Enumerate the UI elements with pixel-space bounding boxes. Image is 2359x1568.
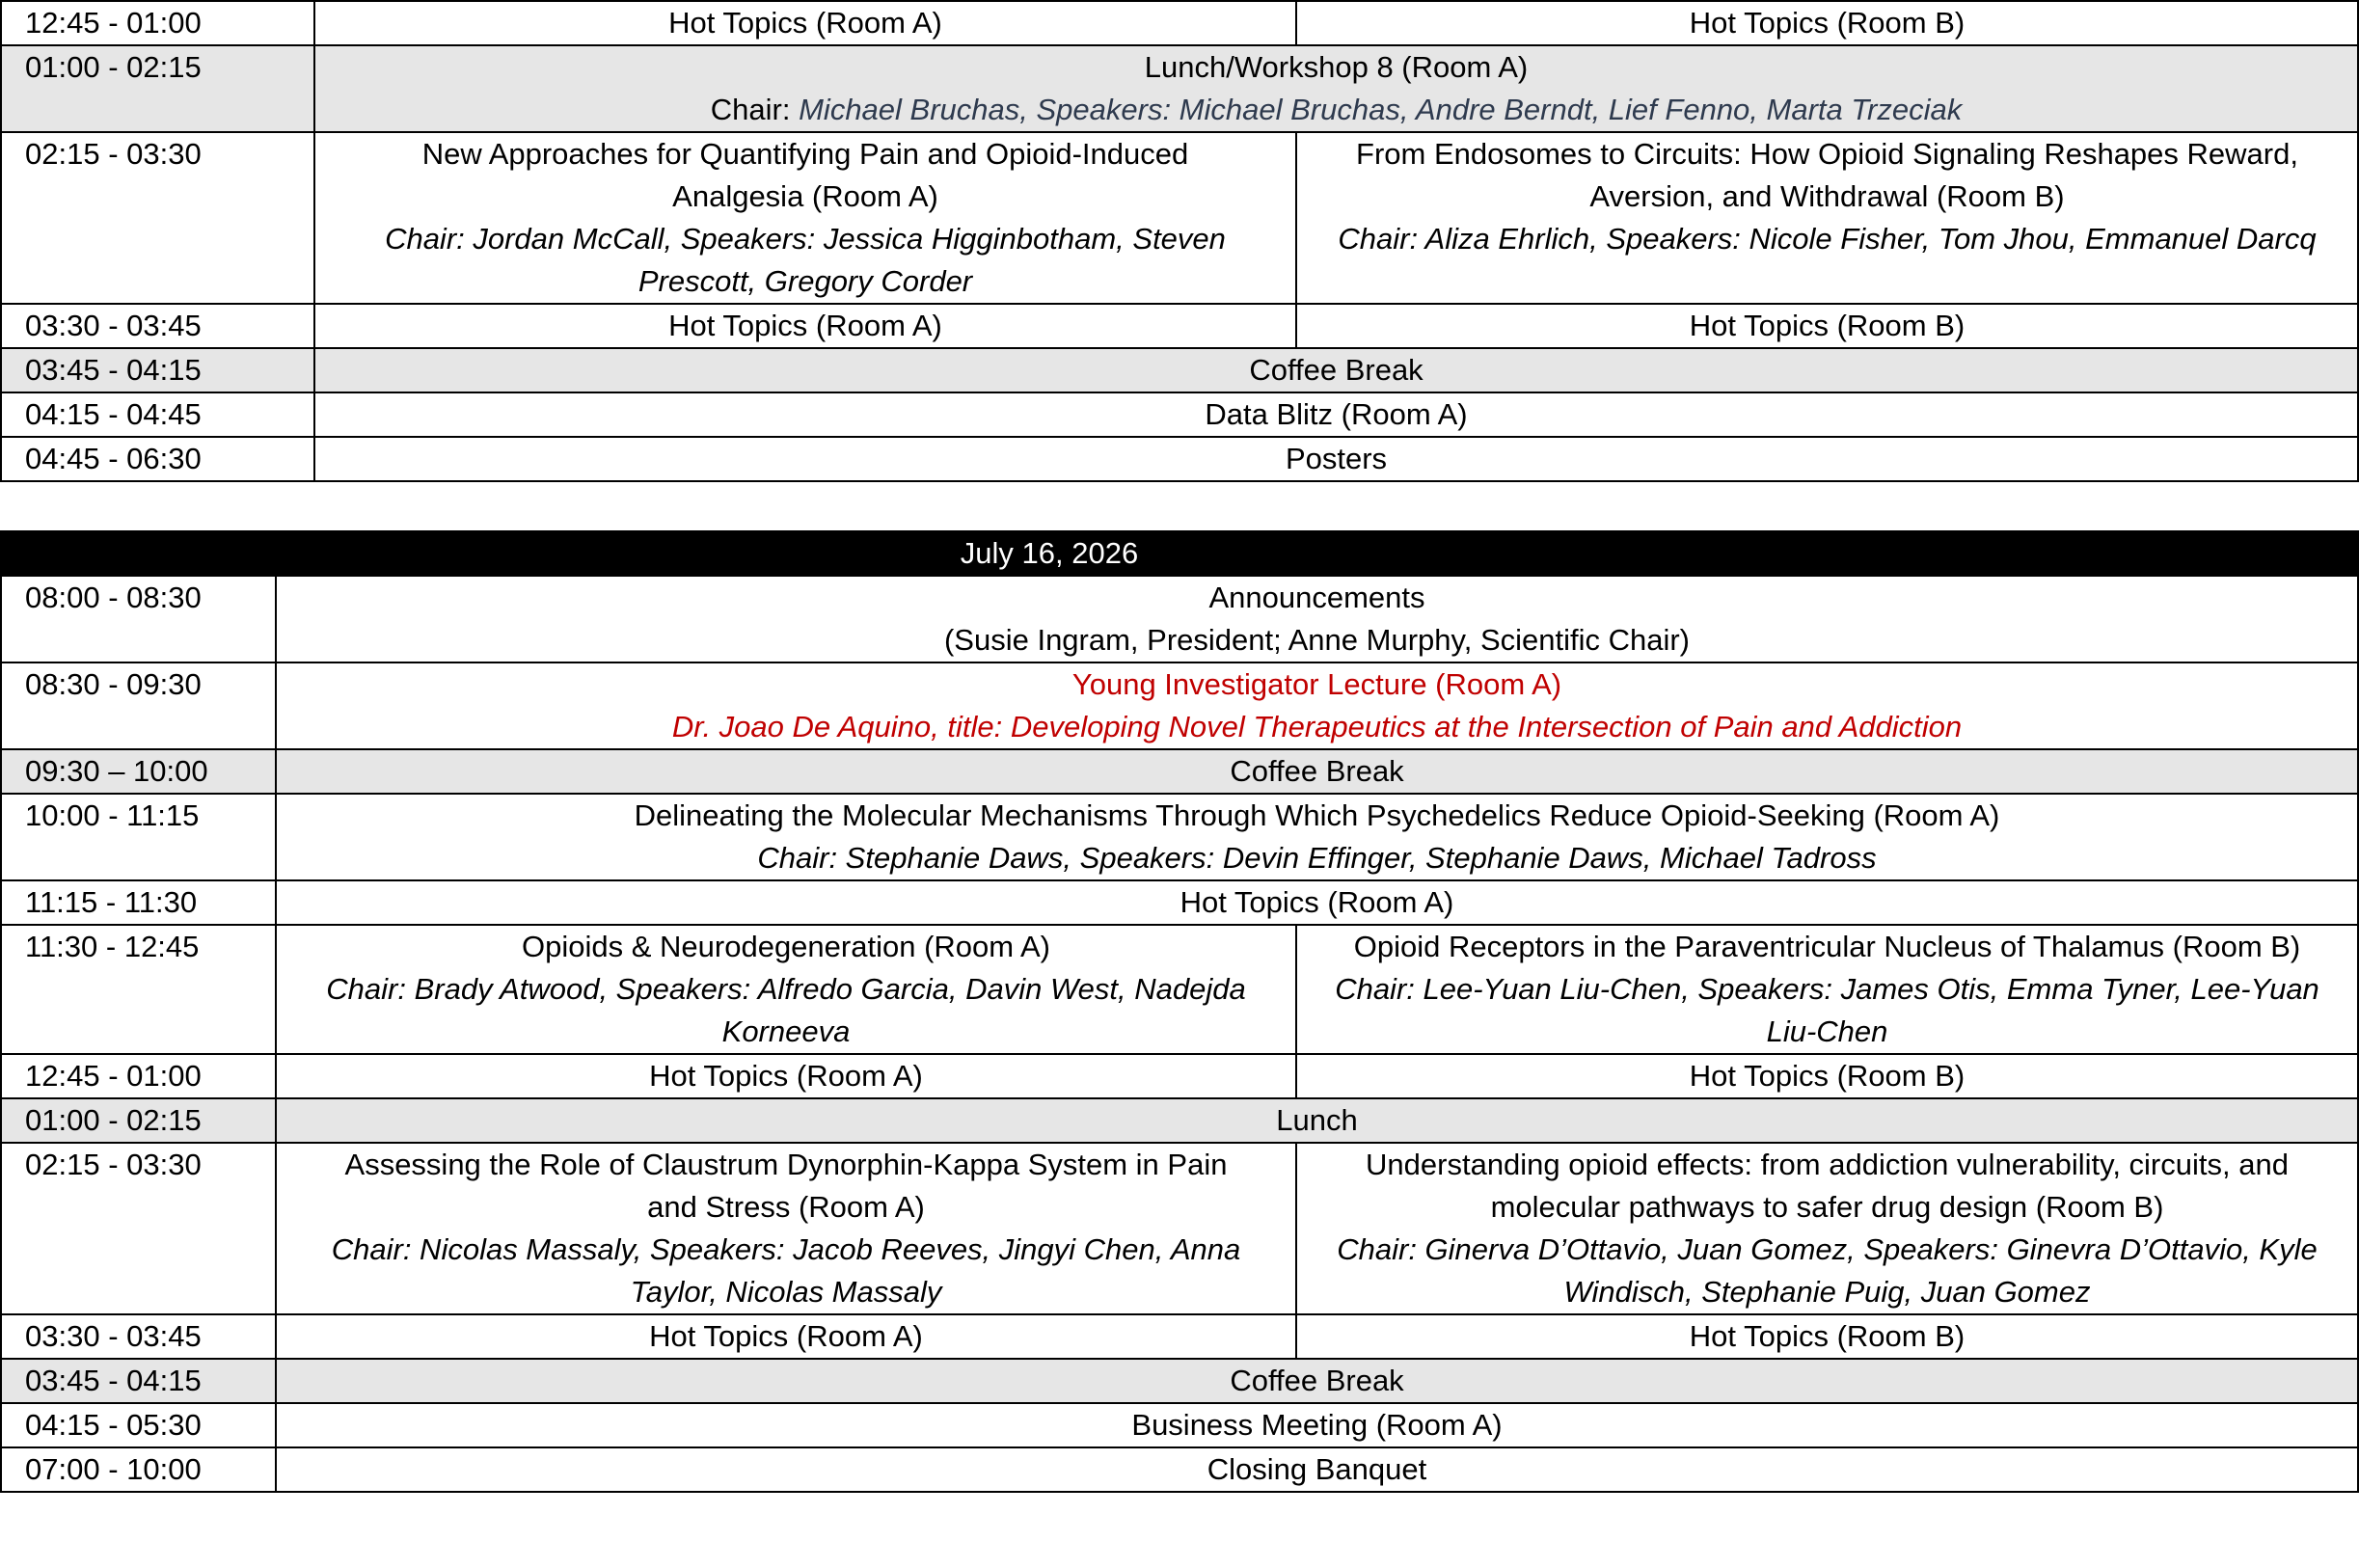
session-full: Lunch: [276, 1098, 2358, 1143]
session-chair: Liu-Chen: [1766, 1014, 1888, 1048]
schedule-row: [1, 1314, 2358, 1359]
session-title: Analgesia (Room A): [672, 179, 938, 213]
schedule-row: [1, 1, 2358, 45]
session-chair: Windisch, Stephanie Puig, Juan Gomez: [1563, 1275, 2091, 1309]
session-full: [276, 662, 2358, 749]
session-room-b: Hot Topics (Room B): [1296, 1054, 2358, 1098]
schedule-row: [1, 576, 2358, 662]
schedule-table-day2: [0, 530, 2359, 1493]
session-full: [276, 794, 2358, 880]
session-chair: Taylor, Nicolas Massaly: [630, 1275, 942, 1309]
time-cell: 08:30 - 09:30: [1, 662, 276, 749]
session-title: Understanding opioid effects: from addiction vulnerability, circuits, and: [1366, 1148, 2289, 1181]
session-room-b: Hot Topics (Room B): [1296, 1, 2358, 45]
session-title: and Stress (Room A): [647, 1190, 925, 1224]
schedule-row: [1, 437, 2358, 481]
session-title: Lunch/Workshop 8 (Room A): [1144, 50, 1529, 84]
schedule-row: [1, 1098, 2358, 1143]
session-title: Delineating the Molecular Mechanisms Through Which Psychedelics Reduce Opioid-Seeking (Room A): [634, 798, 2000, 832]
session-full: [276, 576, 2358, 662]
chair-label: Chair:: [710, 93, 791, 126]
time-cell: 12:45 - 01:00: [1, 1, 314, 45]
time-cell: 03:45 - 04:15: [1, 1359, 276, 1403]
time-cell: 08:00 - 08:30: [1, 576, 276, 662]
schedule-row: [1, 348, 2358, 392]
session-title: From Endosomes to Circuits: How Opioid Signaling Reshapes Reward,: [1356, 137, 2298, 171]
schedule-row: [1, 880, 2358, 925]
schedule-row: [1, 1403, 2358, 1447]
session-full: Coffee Break: [276, 1359, 2358, 1403]
time-cell: 03:30 - 03:45: [1, 1314, 276, 1359]
session-full: Coffee Break: [314, 348, 2358, 392]
session-full: Hot Topics (Room A): [276, 880, 2358, 925]
session-room-a: Hot Topics (Room A): [276, 1314, 1296, 1359]
session-title: New Approaches for Quantifying Pain and Opioid-Induced: [421, 137, 1189, 171]
time-cell: 11:30 - 12:45: [1, 925, 276, 1054]
time-cell: 12:45 - 01:00: [1, 1054, 276, 1098]
session-room-a: [314, 132, 1296, 304]
session-chair: Chair: Aliza Ehrlich, Speakers: Nicole Fisher, Tom Jhou, Emmanuel Darcq: [1338, 222, 2317, 256]
day-date-header: [1, 531, 2358, 576]
session-subtitle: (Susie Ingram, President; Anne Murphy, Scientific Chair): [943, 623, 1691, 657]
session-room-a: Hot Topics (Room A): [314, 304, 1296, 348]
time-cell: 02:15 - 03:30: [1, 1143, 276, 1314]
schedule-row: [1, 1447, 2358, 1492]
chair-names: Michael Bruchas, Speakers: Michael Bruchas, Andre Berndt, Lief Fenno, Marta Trzeciak: [799, 93, 1963, 126]
time-cell: 11:15 - 11:30: [1, 880, 276, 925]
session-title: Announcements: [1208, 581, 1425, 614]
session-full: Posters: [314, 437, 2358, 481]
session-full: Data Blitz (Room A): [314, 392, 2358, 437]
session-chair: Chair: Nicolas Massaly, Speakers: Jacob Reeves, Jingyi Chen, Anna: [331, 1232, 1241, 1266]
session-room-a: [276, 925, 1296, 1054]
time-cell: 04:15 - 04:45: [1, 392, 314, 437]
time-cell: 01:00 - 02:15: [1, 1098, 276, 1143]
session-title: molecular pathways to safer drug design (Room B): [1490, 1190, 2164, 1224]
time-cell: 03:30 - 03:45: [1, 304, 314, 348]
day-header-row: [1, 531, 2358, 576]
session-full: [314, 45, 2358, 132]
session-title: Opioid Receptors in the Paraventricular Nucleus of Thalamus (Room B): [1353, 930, 2301, 963]
schedule-row: [1, 794, 2358, 880]
session-full: Closing Banquet: [276, 1447, 2358, 1492]
session-room-b: [1296, 1143, 2358, 1314]
schedule-row: [1, 662, 2358, 749]
schedule-row: [1, 392, 2358, 437]
time-cell: 09:30 – 10:00: [1, 749, 276, 794]
schedule-table-day1: [0, 0, 2359, 482]
schedule-row: [1, 45, 2358, 132]
session-room-a: Hot Topics (Room A): [314, 1, 1296, 45]
schedule-row: [1, 749, 2358, 794]
session-chair: Korneeva: [721, 1014, 851, 1048]
day-date: July 16, 2026: [960, 536, 1139, 570]
session-chair: Chair: Ginerva D’Ottavio, Juan Gomez, Speakers: Ginevra D’Ottavio, Kyle: [1337, 1232, 2318, 1266]
session-title: Aversion, and Withdrawal (Room B): [1589, 179, 2065, 213]
session-chair: Prescott, Gregory Corder: [637, 264, 973, 298]
session-title: Assessing the Role of Claustrum Dynorphin-Kappa System in Pain: [344, 1148, 1228, 1181]
schedule-row: [1, 1054, 2358, 1098]
session-room-b: [1296, 925, 2358, 1054]
session-chair: Chair: Jordan McCall, Speakers: Jessica Higginbotham, Steven: [385, 222, 1226, 256]
session-room-b: [1296, 132, 2358, 304]
lecture-title: Young Investigator Lecture (Room A): [1071, 667, 1562, 701]
session-full: Coffee Break: [276, 749, 2358, 794]
session-room-a: Hot Topics (Room A): [276, 1054, 1296, 1098]
session-room-b: Hot Topics (Room B): [1296, 1314, 2358, 1359]
schedule-row: [1, 132, 2358, 304]
session-chair: [323, 89, 2349, 131]
lecture-speaker: Dr. Joao De Aquino, title: Developing Novel Therapeutics at the Intersection of Pain and Addiction: [671, 710, 1963, 743]
time-cell: 01:00 - 02:15: [1, 45, 314, 132]
session-title: Opioids & Neurodegeneration (Room A): [522, 930, 1050, 963]
schedule-row: [1, 1143, 2358, 1314]
time-cell: 07:00 - 10:00: [1, 1447, 276, 1492]
schedule-row: [1, 925, 2358, 1054]
schedule-row: [1, 304, 2358, 348]
session-full: Business Meeting (Room A): [276, 1403, 2358, 1447]
schedule-row: [1, 1359, 2358, 1403]
time-cell: 10:00 - 11:15: [1, 794, 276, 880]
session-room-a: [276, 1143, 1296, 1314]
time-cell: 04:45 - 06:30: [1, 437, 314, 481]
time-cell: 04:15 - 05:30: [1, 1403, 276, 1447]
session-chair: Chair: Stephanie Daws, Speakers: Devin Effinger, Stephanie Daws, Michael Tadross: [757, 841, 1877, 875]
time-cell: 02:15 - 03:30: [1, 132, 314, 304]
session-room-b: Hot Topics (Room B): [1296, 304, 2358, 348]
session-chair: Chair: Brady Atwood, Speakers: Alfredo Garcia, Davin West, Nadejda: [326, 972, 1246, 1006]
session-chair: Chair: Lee-Yuan Liu-Chen, Speakers: James Otis, Emma Tyner, Lee-Yuan: [1335, 972, 2319, 1006]
time-cell: 03:45 - 04:15: [1, 348, 314, 392]
